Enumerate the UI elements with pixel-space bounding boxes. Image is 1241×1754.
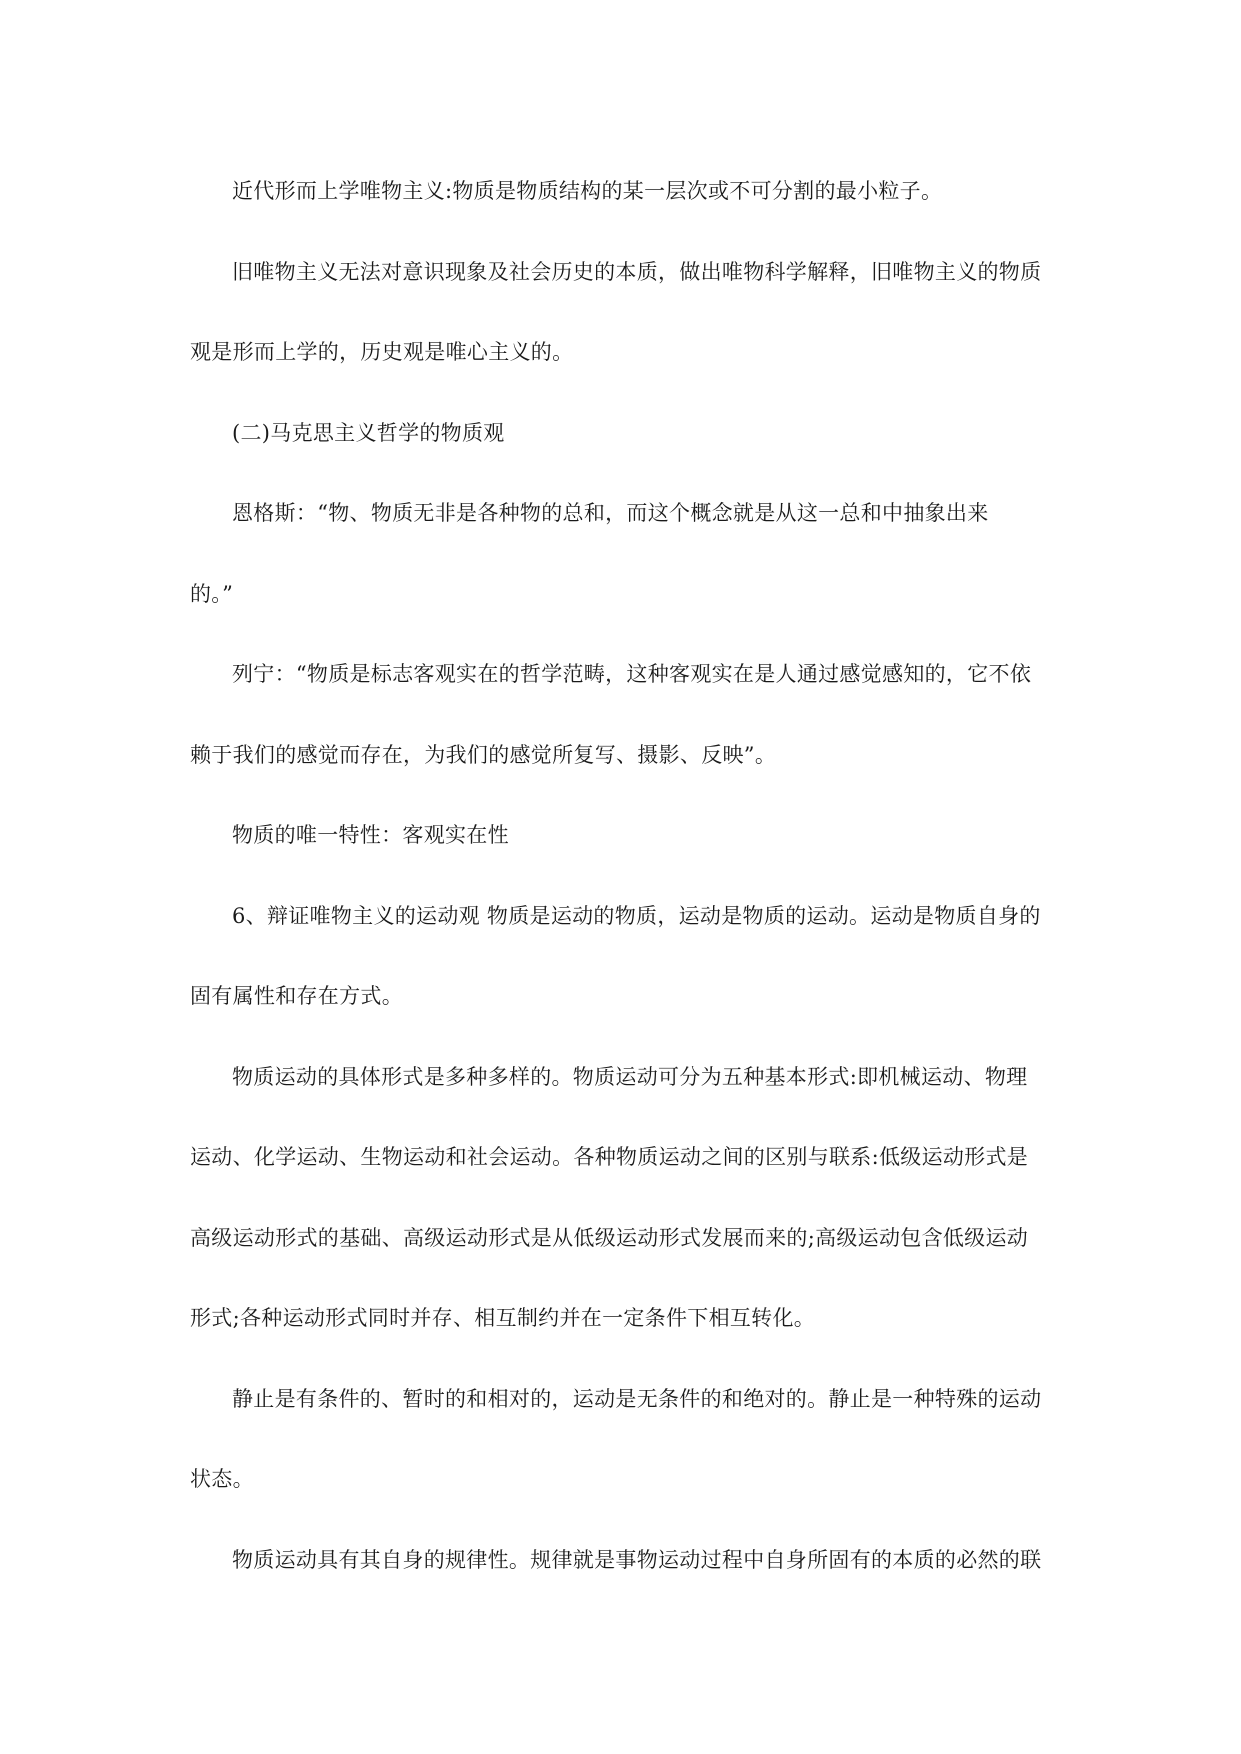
- paragraph-line: 物质运动的具体形式是多种多样的。物质运动可分为五种基本形式:即机械运动、物理: [232, 1065, 1028, 1089]
- section-heading: (二)马克思主义哲学的物质观: [232, 421, 505, 445]
- paragraph-line: 的。”: [190, 582, 234, 606]
- paragraph-line: 近代形而上学唯物主义:物质是物质结构的某一层次或不可分割的最小粒子。: [232, 179, 943, 203]
- paragraph-line: 观是形而上学的，历史观是唯心主义的。: [190, 340, 574, 364]
- paragraph-line: 6、辩证唯物主义的运动观 物质是运动的物质，运动是物质的运动。运动是物质自身的: [232, 904, 1041, 928]
- paragraph-line: 状态。: [190, 1467, 254, 1491]
- paragraph-line: 旧唯物主义无法对意识现象及社会历史的本质，做出唯物科学解释，旧唯物主义的物质: [232, 260, 1042, 284]
- paragraph-line: 赖于我们的感觉而存在，为我们的感觉所复写、摄影、反映”。: [190, 743, 777, 767]
- paragraph-line: 高级运动形式的基础、高级运动形式是从低级运动形式发展而来的;高级运动包含低级运动: [190, 1226, 1029, 1250]
- paragraph-line: 恩格斯：“物、物质无非是各种物的总和，而这个概念就是从这一总和中抽象出来: [232, 501, 989, 525]
- paragraph-line: 固有属性和存在方式。: [190, 984, 403, 1008]
- paragraph-line: 物质的唯一特性：客观实在性: [232, 823, 509, 847]
- paragraph-line: 运动、化学运动、生物运动和社会运动。各种物质运动之间的区别与联系:低级运动形式是: [190, 1145, 1029, 1169]
- paragraph-line: 静止是有条件的、暂时的和相对的，运动是无条件的和绝对的。静止是一种特殊的运动: [232, 1387, 1042, 1411]
- paragraph-line: 形式;各种运动形式同时并存、相互制约并在一定条件下相互转化。: [190, 1306, 816, 1330]
- paragraph-line: 列宁：“物质是标志客观实在的哲学范畴，这种客观实在是人通过感觉感知的，它不依: [232, 662, 1032, 686]
- paragraph-line: 物质运动具有其自身的规律性。规律就是事物运动过程中自身所固有的本质的必然的联: [232, 1548, 1042, 1572]
